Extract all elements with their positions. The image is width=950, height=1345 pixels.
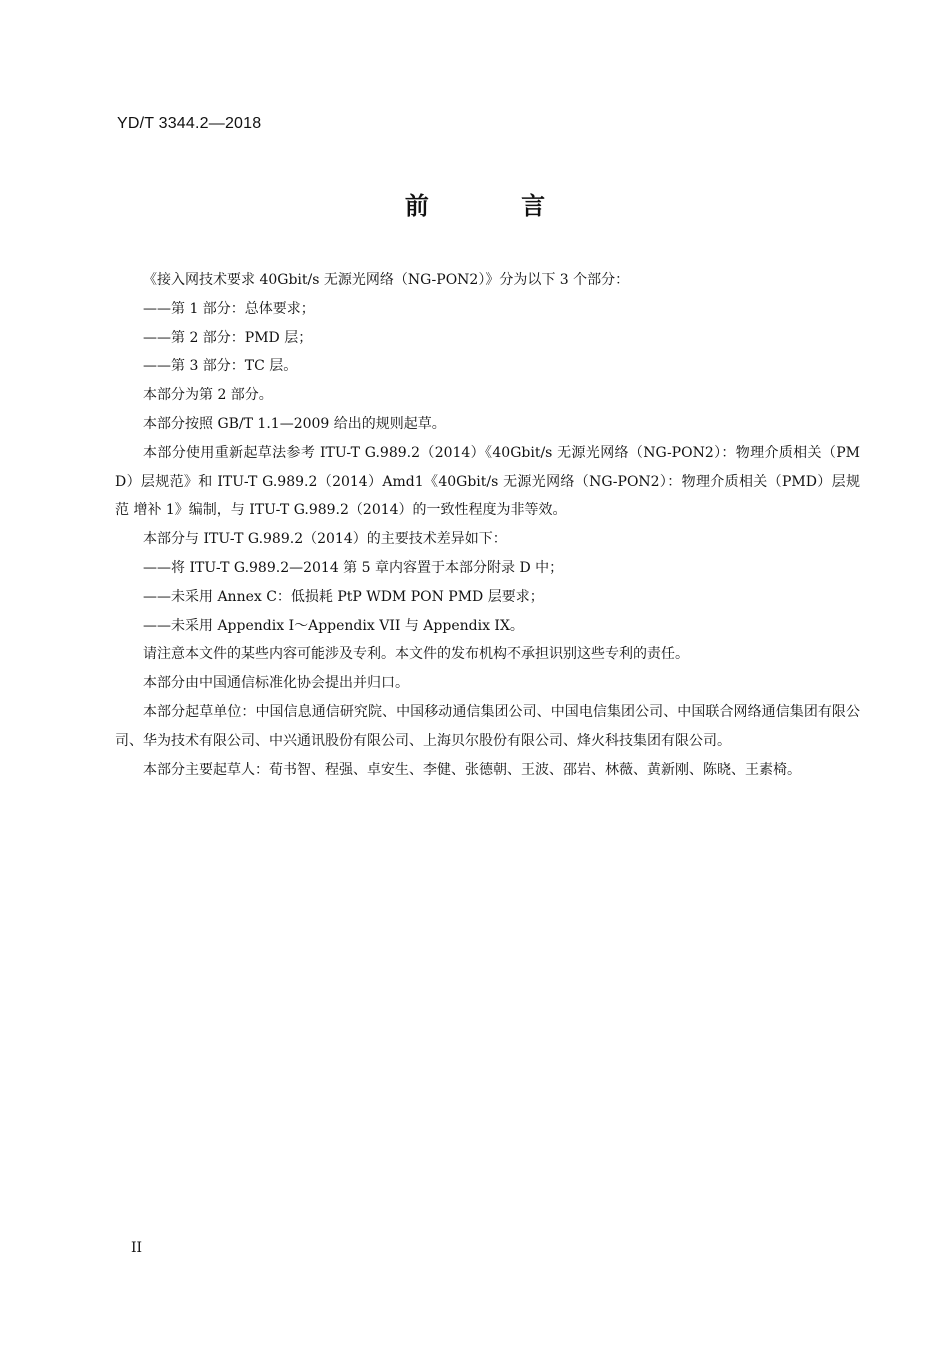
difference-list-item: ——未采用 Annex C：低损耗 PtP WDM PON PMD 层要求； <box>143 588 544 605</box>
standard-number: YD/T 3344.2—2018 <box>117 115 262 132</box>
difference-list-item: ——将 ITU-T G.989.2—2014 第 5 章内容置于本部分附录 D 中； <box>143 559 564 576</box>
reference-paragraph: 本部分使用重新起草法参考 ITU-T G.989.2（2014）《40Gbit/s 无源光网络（NG-PON2）：物理介质相关（PMD）层规范》和 ITU-T G.989.2（2014）Amd1《40Gbit/s 无源光网络（NG-PON2）：物理介质相关（PMD）层规范 增补 1》编制，与 ITU-T G.989.2（2014）的一致性程度为非等效。 <box>115 444 860 519</box>
page-number: II <box>131 1240 143 1256</box>
intro-paragraph: 《接入网技术要求 40Gbit/s 无源光网络（NG-PON2）》分为以下 3 个部分： <box>143 272 630 288</box>
part-list-item: ——第 3 部分：TC 层。 <box>143 358 298 375</box>
drafting-units-paragraph: 本部分起草单位：中国信息通信研究院、中国移动通信集团公司、中国电信集团公司、中国联合网络通信集团有限公司、华为技术有限公司、中兴通讯股份有限公司、上海贝尔股份有限公司、烽火科技集团有限公司。 <box>115 703 860 749</box>
part-list-item: ——第 1 部分：总体要求； <box>143 300 315 317</box>
drafters-paragraph: 本部分主要起草人：荀书智、程强、卓安生、李健、张德朝、王波、邵岩、林薇、黄新刚、陈晓、王素椅。 <box>143 761 801 778</box>
differences-intro-paragraph: 本部分与 ITU-T G.989.2（2014）的主要技术差异如下： <box>143 531 507 548</box>
page-title: 前 言 <box>404 192 588 220</box>
difference-list-item: ——未采用 Appendix I～Appendix VII 与 Appendix IX。 <box>143 617 524 634</box>
foreword-body <box>115 266 860 784</box>
this-part-paragraph: 本部分为第 2 部分。 <box>143 387 273 404</box>
drafting-rules-paragraph: 本部分按照 GB/T 1.1—2009 给出的规则起草。 <box>143 415 446 432</box>
patent-notice-paragraph: 请注意本文件的某些内容可能涉及专利。本文件的发布机构不承担识别这些专利的责任。 <box>143 646 689 663</box>
part-list-item: ——第 2 部分：PMD 层； <box>143 329 313 346</box>
proposer-paragraph: 本部分由中国通信标准化协会提出并归口。 <box>143 675 409 692</box>
